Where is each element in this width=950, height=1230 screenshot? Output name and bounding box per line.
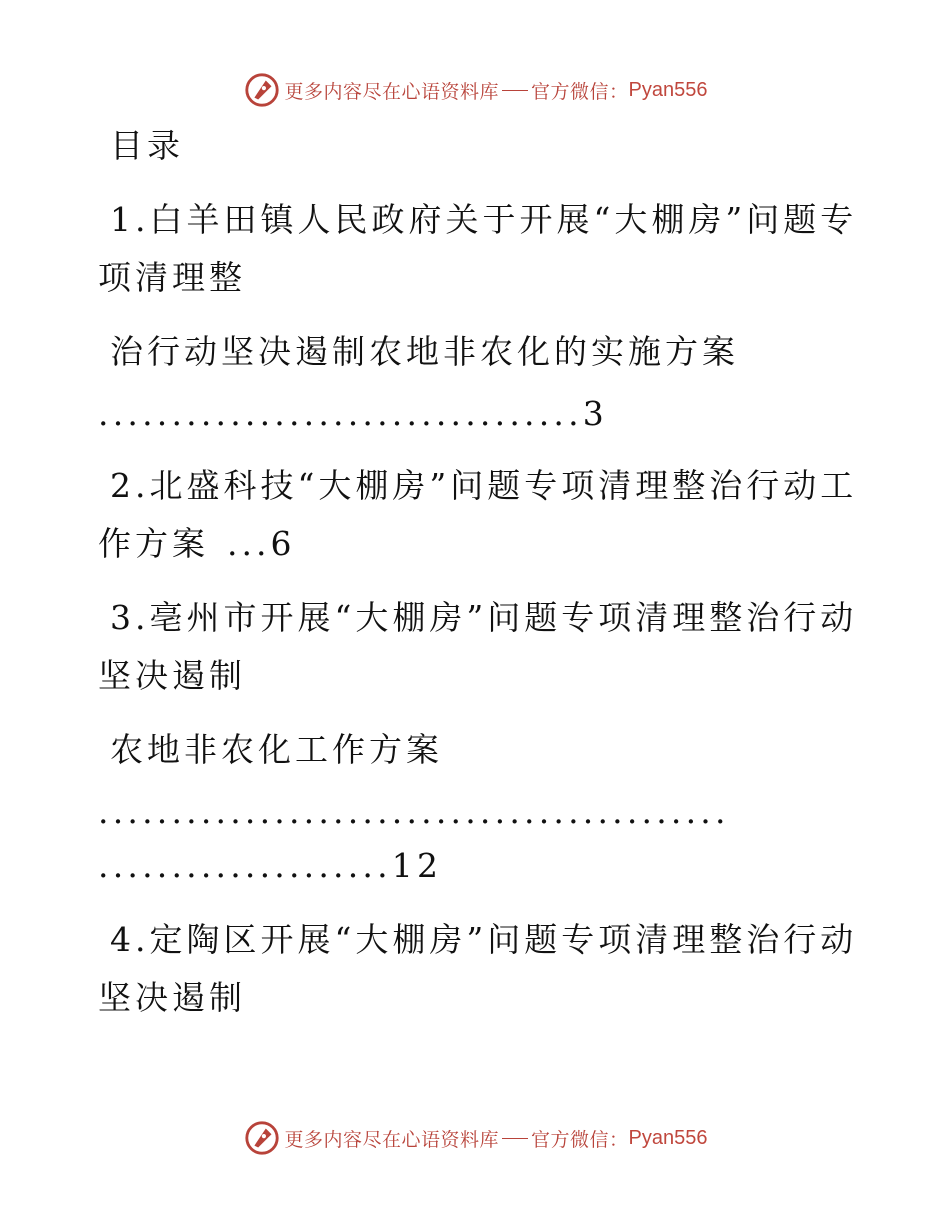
watermark-contact-label: 官方微信： [531,1128,629,1151]
toc-heading: 目录 [110,126,184,165]
toc-entry-3-leader-dots: .................... [98,846,392,885]
watermark-contact-id: Pyan556 [628,1126,708,1149]
pen-nib-circle-icon [243,71,281,109]
toc-entry-1-leader [98,394,608,434]
toc-entry-4-line-2: 坚决遏制 [98,978,246,1017]
toc-entry-3-line-3: 农地非农化工作方案 [110,730,443,769]
toc-entry-3-leader-line-1: ........................................... [98,792,730,831]
toc-entry-1-page: 3 [582,394,608,433]
toc-entry-1-line-3: 治行动坚决遏制农地非农化的实施方案 [110,332,739,371]
watermark-text: 更多内容尽在心语资料库 [284,80,500,103]
toc-entry-3-page: 12 [391,846,443,885]
footer-watermark [0,1118,950,1158]
toc-entry-1-leader-dots: ................................. [98,394,583,433]
toc-entry-2-line-2 [98,524,295,564]
watermark-separator [502,90,528,91]
toc-entry-3-line-1: 3.亳州市开展“大棚房”问题专项清理整治行动 [110,598,858,637]
watermark-contact-label: 官方微信： [531,80,629,103]
watermark-separator [502,1138,528,1139]
toc-entry-2-page: 6 [270,524,296,563]
toc-entry-4-line-1: 4.定陶区开展“大棚房”问题专项清理整治行动 [110,920,858,959]
toc-entry-1-line-2: 项清理整 [98,258,246,297]
toc-entry-3-leader-line-2 [98,846,442,886]
toc-entry-2-leader: ... [227,524,271,563]
pen-nib-circle-icon [243,1119,281,1157]
toc-entry-1-line-1: 1.白羊田镇人民政府关于开展“大棚房”问题专 [110,200,858,239]
watermark-contact-id: Pyan556 [628,78,708,101]
toc-entry-3-line-2: 坚决遏制 [98,656,246,695]
header-watermark [0,70,950,110]
toc-entry-2-line-1: 2.北盛科技“大棚房”问题专项清理整治行动工 [110,466,858,505]
watermark-text: 更多内容尽在心语资料库 [284,1128,500,1151]
toc-entry-2-title: 作方案 [98,524,209,563]
